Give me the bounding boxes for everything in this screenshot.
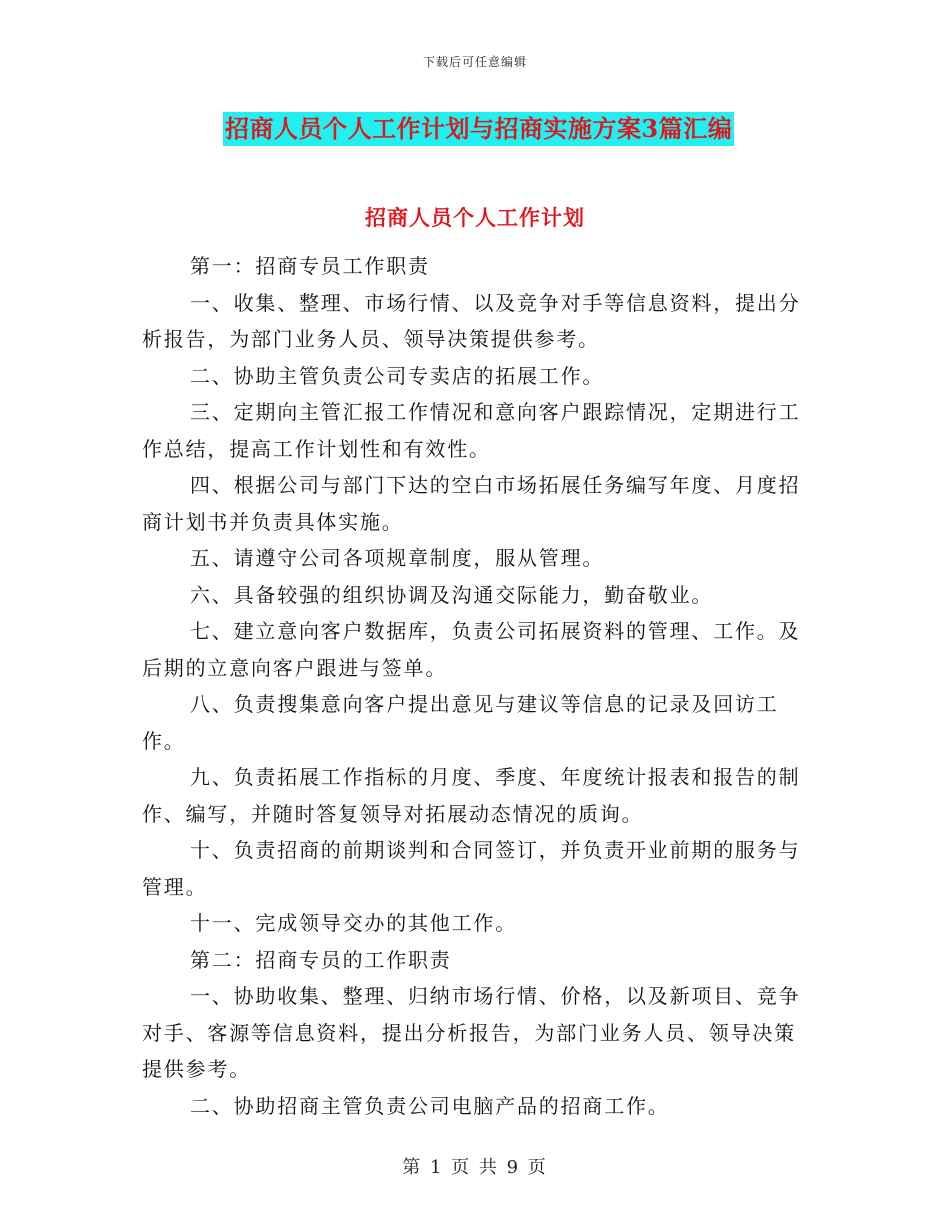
paragraph: 三、定期向主管汇报工作情况和意向客户跟踪情况，定期进行工作总结，提高工作计划性和有效性。 <box>142 400 801 461</box>
paragraph: 七、建立意向客户数据库，负责公司拓展资料的管理、工作。及后期的立意向客户跟进与签单。 <box>142 619 801 680</box>
paragraph: 六、具备较强的组织协调及沟通交际能力，勤奋敬业。 <box>190 582 714 607</box>
paragraph: 五、请遵守公司各项规章制度，服从管理。 <box>190 546 605 570</box>
paragraph: 一、收集、整理、市场行情、以及竞争对手等信息资料，提出分析报告，为部门业务人员、领导决策提供参考。 <box>142 290 801 351</box>
paragraph: 一、协助收集、整理、归纳市场行情、价格，以及新项目、竞争对手、客源等信息资料，提出分析报告，为部门业务人员、领导决策提供参考。 <box>142 984 801 1081</box>
paragraph: 二、协助招商主管负责公司电脑产品的招商工作。 <box>190 1093 670 1118</box>
body-content <box>142 248 812 1124</box>
document-title: 招商人员个人工作计划与招商实施方案3篇汇编 <box>223 112 734 146</box>
page-number-footer: 第 1 页 共 9 页 <box>402 1157 548 1178</box>
paragraph: 十一、完成领导交办的其他工作。 <box>190 911 517 935</box>
paragraph: 八、负责搜集意向客户提出意见与建议等信息的记录及回访工作。 <box>142 692 779 753</box>
paragraph: 二、协助主管负责公司专卖店的拓展工作。 <box>190 363 605 388</box>
paragraph: 四、根据公司与部门下达的空白市场拓展任务编写年度、月度招商计划书并负责具体实施。 <box>142 473 801 534</box>
header-note: 下载后可任意编辑 <box>422 55 527 69</box>
paragraph: 第二：招商专员的工作职责 <box>190 947 452 972</box>
paragraph: 九、负责拓展工作指标的月度、季度、年度统计报表和报告的制作、编写，并随时答复领导对拓展动态情况的质询。 <box>142 765 801 826</box>
section-title: 招商人员个人工作计划 <box>365 205 585 230</box>
paragraph: 第一：招商专员工作职责 <box>190 254 430 278</box>
paragraph: 十、负责招商的前期谈判和合同签订，并负责开业前期的服务与管理。 <box>142 838 801 899</box>
